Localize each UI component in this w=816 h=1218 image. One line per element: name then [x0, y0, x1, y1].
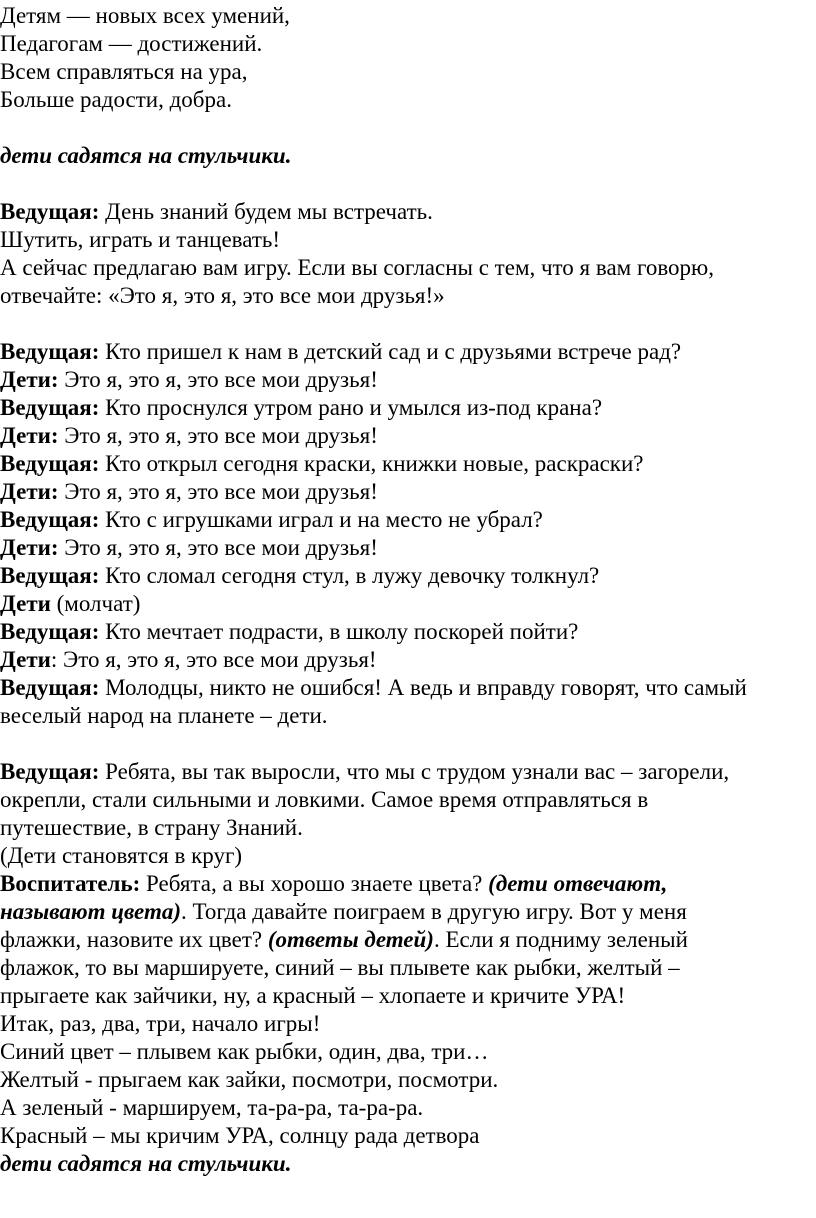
dialogue-line: флажки, назовите их цвет? (ответы детей). Если я подниму зеленый [0, 927, 688, 952]
dialogue-line: Желтый - прыгаем как зайки, посмотри, посмотри. [0, 1067, 499, 1092]
dialogue-line: прыгаете как зайчики, ну, а красный – хлопаете и кричите УРА! [0, 983, 626, 1008]
poem-line: Детям — новых всех умений, [0, 3, 290, 28]
dialogue-line: Ведущая: Кто проснулся утром рано и умылся из-под крана? [0, 395, 603, 420]
speaker-label: Ведущая: [0, 675, 100, 700]
speaker-label: Ведущая: [0, 563, 100, 588]
dialogue-line: Ведущая: Кто открыл сегодня краски, книжки новые, раскраски? [0, 451, 644, 476]
dialogue-line: Итак, раз, два, три, начало игры! [0, 1011, 321, 1036]
dialogue-line: Дети: Это я, это я, это все мои друзья! [0, 479, 378, 504]
dialogue-line: путешествие, в страну Знаний. [0, 815, 303, 840]
dialogue-line: Дети: Это я, это я, это все мои друзья! [0, 423, 378, 448]
dialogue-line: Ведущая: День знаний будем мы встречать. [0, 199, 433, 224]
speaker-label: Дети: [0, 535, 59, 560]
speaker-label: Ведущая: [0, 759, 100, 784]
speaker-label: Ведущая: [0, 199, 100, 224]
dialogue-line: А сейчас предлагаю вам игру. Если вы согласны с тем, что я вам говорю, [0, 255, 714, 280]
speaker-label: Ведущая: [0, 507, 100, 532]
dialogue-line: Ведущая: Молодцы, никто не ошибся! А ведь и вправду говорят, что самый [0, 675, 747, 700]
speaker-label: Дети [0, 591, 51, 616]
dialogue-line: окрепли, стали сильными и ловкими. Самое время отправляться в [0, 787, 649, 812]
dialogue-line: Шутить, играть и танцевать! [0, 227, 281, 252]
poem-line: Всем справляться на ура, [0, 59, 248, 84]
dialogue-line: Дети: Это я, это я, это все мои друзья! [0, 535, 378, 560]
dialogue-line: веселый народ на планете – дети. [0, 703, 328, 728]
dialogue-line: Дети (молчат) [0, 591, 141, 616]
dialogue-line: Синий цвет – плывем как рыбки, один, два, три… [0, 1039, 489, 1064]
speaker-label: Воспитатель: [0, 871, 141, 896]
speaker-label: Ведущая: [0, 339, 100, 364]
stage-direction: дети садятся на стульчики. [0, 1151, 292, 1176]
dialogue-line: Дети: Это я, это я, это все мои друзья! [0, 647, 377, 672]
dialogue-line: Воспитатель: Ребята, а вы хорошо знаете цвета? (дети отвечают, [0, 871, 668, 896]
dialogue-line: называют цвета). Тогда давайте поиграем в другую игру. Вот у меня [0, 899, 687, 924]
dialogue-line: (Дети становятся в круг) [0, 843, 243, 868]
stage-direction: дети садятся на стульчики. [0, 143, 292, 168]
speaker-label: Ведущая: [0, 619, 100, 644]
dialogue-line: Ведущая: Кто сломал сегодня стул, в лужу девочку толкнул? [0, 563, 600, 588]
speaker-label: Ведущая: [0, 451, 100, 476]
speaker-label: Дети: [0, 479, 59, 504]
dialogue-line: отвечайте: «Это я, это я, это все мои друзья!» [0, 283, 445, 308]
speaker-label: Ведущая: [0, 395, 100, 420]
dialogue-line: Ведущая: Кто пришел к нам в детский сад и с друзьями встрече рад? [0, 339, 682, 364]
poem-line: Педагогам — достижений. [0, 31, 263, 56]
speaker-label: Дети [0, 647, 51, 672]
dialogue-line: Ведущая: Кто мечтает подрасти, в школу поскорей пойти? [0, 619, 579, 644]
dialogue-line: флажок, то вы маршируете, синий – вы плывете как рыбки, желтый – [0, 955, 680, 980]
dialogue-line: Ведущая: Ребята, вы так выросли, что мы с трудом узнали вас – загорели, [0, 759, 730, 784]
poem-line: Больше радости, добра. [0, 87, 232, 112]
dialogue-line: Ведущая: Кто с игрушками играл и на место не убрал? [0, 507, 543, 532]
speaker-label: Дети: [0, 367, 59, 392]
speaker-label: Дети: [0, 423, 59, 448]
dialogue-line: Красный – мы кричим УРА, солнцу рада детвора [0, 1123, 480, 1148]
dialogue-line: А зеленый - маршируем, та-ра-ра, та-ра-ра. [0, 1095, 424, 1120]
dialogue-line: Дети: Это я, это я, это все мои друзья! [0, 367, 378, 392]
